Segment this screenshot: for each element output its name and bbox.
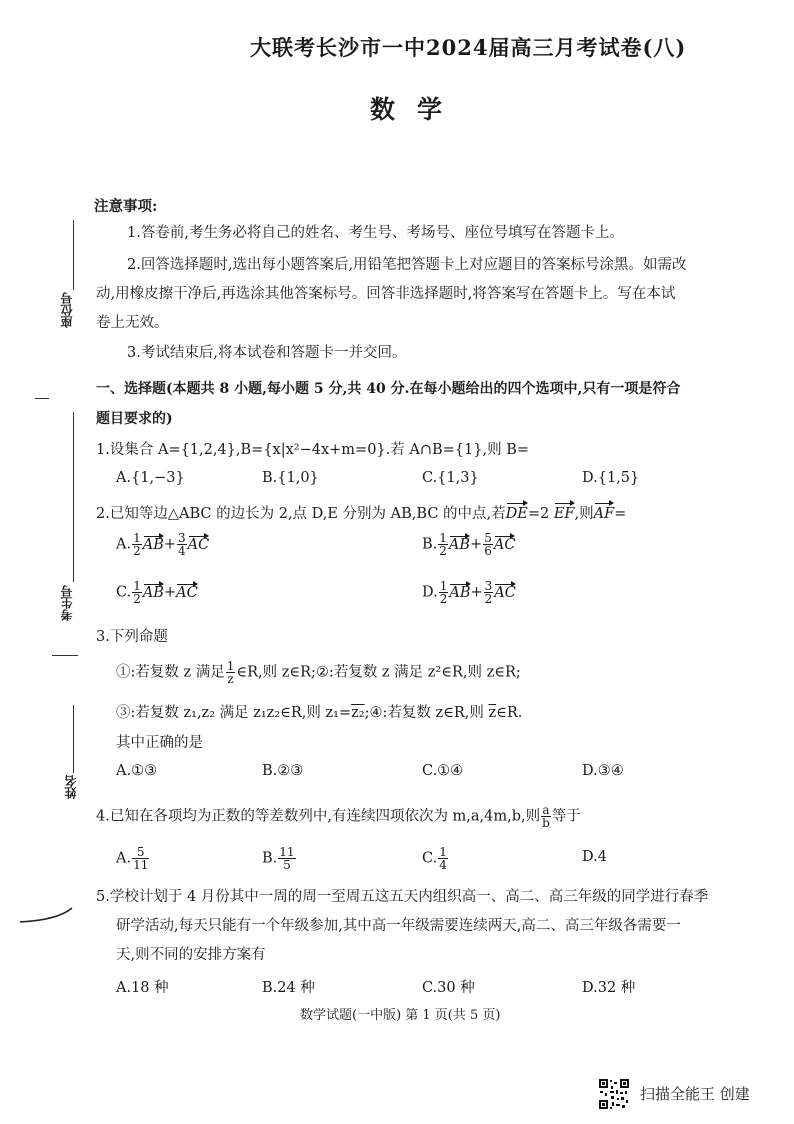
- q3-option-b: B.②③: [262, 763, 304, 779]
- q3-stem: 3.下列命题: [96, 629, 168, 645]
- q4-option-d: D.4: [582, 849, 607, 865]
- q2-option-b: B. $\frac{1}{2}$ AB+ $\frac{5}{6}$ AC: [422, 531, 516, 558]
- q4-stem: 4.已知在各项均为正数的等差数列中,有连续四项依次为 m,a,4m,b,则 $\frac{a}{b}$ 等于: [96, 803, 581, 830]
- margin-tick: [52, 655, 78, 656]
- q5-option-a: A.18 种: [116, 980, 169, 996]
- q3-ask: 其中正确的是: [116, 735, 203, 751]
- q3-option-d: D.③④: [582, 763, 624, 779]
- q5-stem-line: 5.学校计划于 4 月份其中一周的周一至周五这五天内组织高一、高二、高三年级的同学进行春季: [96, 889, 709, 905]
- subject-title: 数学: [370, 95, 465, 124]
- q3-props-1-2: ①:若复数 z 满足 $\frac{1}{z}$ ∈R,则 z∈R;②:若复数 z 满足 z²∈R,则 z∈R;: [116, 659, 521, 686]
- q1-option-c: C.{1,3}: [422, 470, 479, 486]
- exam-title: 大联考长沙市一中2024届高三月考试卷(八): [250, 35, 687, 60]
- notes-item: 卷上无效。: [96, 315, 169, 331]
- margin-tick: [35, 398, 49, 399]
- name-label: 姓名: [64, 775, 78, 799]
- qr-code-icon: [598, 1078, 630, 1110]
- page-footer: 数学试题(一中版) 第 1 页(共 5 页): [300, 1008, 501, 1023]
- q2-option-d: D. $\frac{1}{2}$ AB+ $\frac{3}{2}$ AC: [422, 579, 516, 606]
- vector-ef: EF: [554, 501, 575, 524]
- section-heading-cont: 题目要求的): [96, 411, 173, 427]
- q1-option-a: A.{1,−3}: [116, 470, 185, 486]
- name-line: [73, 705, 74, 773]
- seat-label: 座位号: [60, 292, 74, 328]
- q2-option-a: A. $\frac{1}{2}$ AB+ $\frac{3}{4}$ AC: [116, 531, 210, 558]
- notes-item: 1.答卷前,考生务必将自己的姓名、考生号、考场号、座位号填写在答题卡上。: [127, 225, 624, 241]
- q5-stem-line: 研学活动,每天只能有一个年级参加,其中高一年级需要连续两天,高二、高三年级各需要一: [116, 918, 681, 934]
- scanner-watermark: 扫描全能王 创建: [640, 1085, 750, 1103]
- vector-af: AF: [594, 501, 615, 524]
- q1-stem: 1.设集合 A={1,2,4},B={x|x²−4x+m=0}.若 A∩B={1},则 B=: [96, 442, 529, 458]
- q3-option-a: A.①③: [116, 763, 158, 779]
- notes-item: 动,用橡皮擦干净后,再选涂其他答案标号。回答非选择题时,将答案写在答题卡上。写在本试: [96, 286, 676, 302]
- q5-option-d: D.32 种: [582, 980, 636, 996]
- margin-stroke: [18, 900, 78, 930]
- section-heading: 一、选择题(本题共 8 小题,每小题 5 分,共 40 分.在每小题给出的四个选项中,只有一项是符合: [96, 381, 681, 397]
- q1-option-d: D.{1,5}: [582, 470, 640, 486]
- notes-heading: 注意事项:: [94, 198, 158, 215]
- q5-option-b: B.24 种: [262, 980, 315, 996]
- notes-item: 3.考试结束后,将本试卷和答题卡一并交回。: [127, 345, 407, 361]
- q1-option-b: B.{1,0}: [262, 470, 319, 486]
- q2-stem: 2.已知等边△ABC 的边长为 2,点 D,E 分别为 AB,BC 的中点,若DE=2 EF,则AF=: [96, 501, 626, 524]
- q4-option-a: A. $\frac{5}{11}$: [116, 845, 149, 872]
- q5-option-c: C.30 种: [422, 980, 475, 996]
- seat-line: [73, 220, 74, 290]
- exam-no-line: [73, 412, 74, 582]
- q5-stem-line: 天,则不同的安排方案有: [116, 947, 266, 963]
- q2-option-c: C. $\frac{1}{2}$ AB+AC: [116, 579, 198, 606]
- q4-option-b: B. $\frac{11}{5}$: [262, 845, 295, 872]
- q3-props-3-4: ③:若复数 z₁,z₂ 满足 z₁z₂∈R,则 z₁=z₂;④:若复数 z∈R,则 $\overline{z}\in R$.: [116, 705, 523, 721]
- vector-de: DE: [506, 501, 528, 524]
- notes-item: 2.回答选择题时,选出每小题答案后,用铅笔把答题卡上对应题目的答案标号涂黑。如需改: [127, 257, 687, 273]
- q4-option-c: C. $\frac{1}{4}$: [422, 845, 447, 872]
- exam-no-label: 考生号: [60, 585, 74, 621]
- q3-option-c: C.①④: [422, 763, 464, 779]
